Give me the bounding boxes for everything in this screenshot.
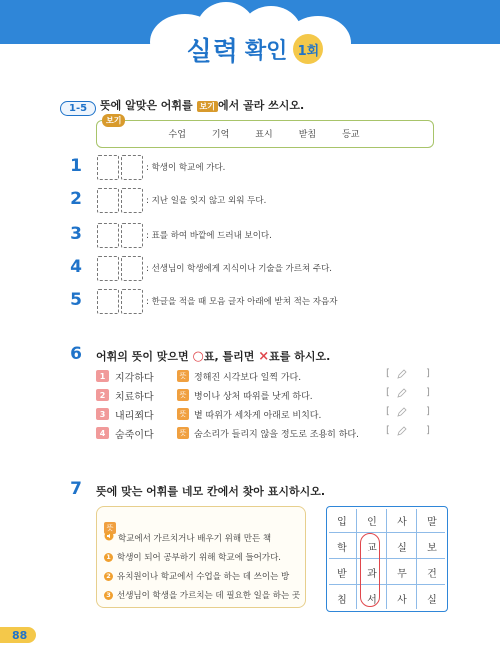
- instruction-post: 에서 골라 쓰시오.: [217, 99, 305, 112]
- bracket-open: [: [386, 387, 390, 398]
- bogi-word: 수업: [168, 129, 186, 140]
- item-definition: 숨소리가 들리지 않을 정도로 조용히 하다.: [194, 429, 359, 440]
- title-sub: 확인: [244, 38, 288, 64]
- definition-row: [96, 407, 321, 421]
- definition-tag: 뜻: [177, 408, 189, 420]
- question-number: 2: [70, 189, 82, 209]
- pencil-icon: [397, 388, 407, 401]
- grid-cell[interactable]: 실: [427, 594, 437, 606]
- instruction-pre: 어휘의 뜻이 맞으면: [96, 350, 189, 363]
- word-search-grid: [326, 506, 448, 612]
- grid-cell[interactable]: 건: [427, 568, 437, 580]
- item-definition: 정해진 시각보다 일찍 가다.: [194, 372, 302, 383]
- item-word: 내리쬐다: [115, 410, 154, 422]
- hint-example-text: 학교에서 가르치거나 배우기 위해 만든 책: [118, 533, 272, 544]
- bogi-mini-tag: 보기: [197, 101, 218, 112]
- answer-box[interactable]: [97, 155, 119, 180]
- bracket-close: ]: [426, 368, 430, 379]
- item-word: 숨죽이다: [115, 429, 154, 441]
- bogi-word: 받침: [298, 129, 317, 140]
- answer-box[interactable]: [121, 256, 143, 281]
- grid-cell[interactable]: 학: [337, 542, 347, 554]
- question-number: 5: [70, 290, 82, 310]
- instruction-pre: 뜻에 알맞은 어휘를: [100, 99, 193, 112]
- instruction-post: 표를 하시오.: [269, 350, 331, 363]
- answer-box[interactable]: [97, 256, 119, 281]
- bracket-open: [: [386, 425, 390, 436]
- grid-cell[interactable]: 침: [337, 594, 347, 606]
- grid-cell[interactable]: 사: [397, 594, 407, 606]
- question-number: 4: [70, 257, 82, 277]
- hint-number: 2: [104, 572, 113, 581]
- question-text: : 지난 일을 잊지 않고 외워 두다.: [146, 196, 267, 206]
- grid-cell[interactable]: 실: [397, 542, 407, 554]
- question-text: : 선생님이 학생에게 지식이나 기술을 가르쳐 주다.: [146, 264, 332, 274]
- answer-box[interactable]: [97, 289, 119, 314]
- definition-row: [96, 426, 359, 440]
- grid-cell[interactable]: 무: [397, 568, 407, 580]
- item-number: 2: [96, 389, 109, 401]
- grid-cell[interactable]: 과: [367, 568, 377, 580]
- bogi-word: 기억: [211, 129, 230, 140]
- grid-cell[interactable]: 말: [427, 516, 437, 528]
- grid-cell[interactable]: 받: [337, 568, 347, 580]
- item-word: 치료하다: [115, 391, 154, 403]
- page-title: [170, 27, 340, 71]
- section1-instruction: [100, 97, 304, 113]
- answer-box[interactable]: [121, 155, 143, 180]
- circle-mark-icon: ○: [192, 349, 204, 364]
- question-number: 1: [70, 156, 82, 176]
- bogi-word: 표시: [255, 129, 273, 140]
- grid-cell[interactable]: 사: [397, 516, 407, 528]
- definition-row: [96, 388, 313, 402]
- item-definition: 병이나 상처 따위를 낫게 하다.: [194, 391, 313, 402]
- section7-instruction: 뜻에 맞는 어휘를 네모 칸에서 찾아 표시하시오.: [96, 485, 326, 498]
- page-number: 88: [0, 627, 36, 643]
- hint-example: [104, 531, 271, 544]
- question-number: 7: [70, 479, 82, 499]
- grid-cell[interactable]: 교: [367, 542, 377, 554]
- pencil-icon: [397, 369, 407, 382]
- hint-number: 3: [104, 591, 113, 600]
- answer-box[interactable]: [121, 289, 143, 314]
- bogi-word-list: [96, 120, 432, 146]
- question-number: 3: [70, 224, 82, 244]
- speaker-icon: [104, 531, 114, 544]
- bracket-open: [: [386, 406, 390, 417]
- definition-tag: 뜻: [177, 389, 189, 401]
- bracket-close: ]: [426, 425, 430, 436]
- pencil-icon: [397, 407, 407, 420]
- range-pill: 1-5: [60, 101, 96, 116]
- question-text: : 한글을 적을 때 모음 글자 아래에 받쳐 적는 자음자: [146, 297, 338, 307]
- title-main: 실력: [186, 36, 239, 67]
- definition-tag: 뜻: [177, 427, 189, 439]
- answer-box[interactable]: [97, 188, 119, 213]
- bracket-close: ]: [426, 406, 430, 417]
- instruction-mid: 표, 틀리면: [203, 350, 255, 363]
- hint-text: 유치원이나 학교에서 수업을 하는 데 쓰이는 방: [117, 572, 290, 582]
- answer-box[interactable]: [121, 188, 143, 213]
- item-number: 1: [96, 370, 109, 382]
- item-definition: 볕 따위가 세차게 아래로 비치다.: [194, 410, 322, 421]
- x-mark-icon: ×: [258, 349, 270, 364]
- question-text: : 표를 하여 바깥에 드러내 보이다.: [146, 231, 272, 241]
- answer-box[interactable]: [121, 223, 143, 248]
- hint-text: 선생님이 학생을 가르치는 데 필요한 일을 하는 곳: [117, 591, 301, 601]
- item-word: 지각하다: [115, 372, 154, 384]
- hint-item: [104, 570, 289, 582]
- bogi-word: 등교: [342, 129, 360, 140]
- round-badge: 1회: [293, 34, 323, 64]
- grid-cell[interactable]: 보: [427, 542, 437, 554]
- hint-item: [104, 589, 300, 601]
- hint-text: 학생이 되어 공부하기 위해 학교에 들어가다.: [117, 553, 282, 563]
- hint-item: [104, 551, 281, 563]
- hint-number: 1: [104, 553, 113, 562]
- bracket-close: ]: [426, 387, 430, 398]
- grid-cell[interactable]: 인: [367, 516, 377, 528]
- grid-cell[interactable]: 입: [337, 516, 347, 528]
- pencil-icon: [397, 426, 407, 439]
- grid-cell[interactable]: 서: [367, 594, 377, 606]
- definition-tag: 뜻: [177, 370, 189, 382]
- item-number: 3: [96, 408, 109, 420]
- item-number: 4: [96, 427, 109, 439]
- section1-range: [60, 96, 96, 115]
- answer-box[interactable]: [97, 223, 119, 248]
- question-number: 6: [70, 344, 82, 364]
- bogi-tag: 보기: [102, 114, 125, 127]
- bracket-open: [: [386, 368, 390, 379]
- definition-row: [96, 369, 301, 383]
- question-text: : 학생이 학교에 가다.: [146, 163, 226, 173]
- definition-tag: 뜻: [104, 522, 116, 534]
- section6-instruction: [96, 348, 330, 364]
